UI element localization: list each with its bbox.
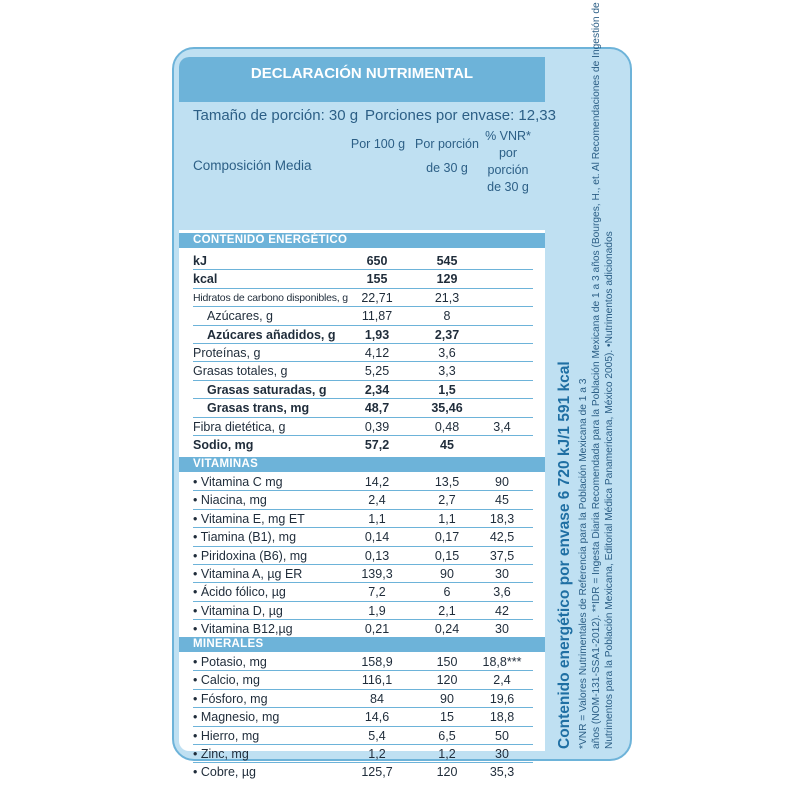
value-per-portion: 0,15 [434, 548, 460, 563]
table-row [179, 362, 545, 380]
value-per100: 14,2 [364, 475, 390, 489]
table-row [179, 727, 545, 745]
value-per100: 158,9 [361, 655, 393, 669]
value-per100: 650 [366, 254, 388, 268]
value-vnr: 2,4 [493, 673, 511, 688]
servings-per-container: Porciones por envase: 12,33 [365, 107, 556, 124]
value-per-portion: 150 [436, 655, 458, 669]
table-row [179, 620, 545, 638]
composition-label: Composición Media [193, 158, 312, 173]
nutrient-name: Grasas saturadas, g [207, 382, 327, 397]
table-row [179, 326, 545, 344]
table-row [179, 547, 545, 565]
value-per100: 57,2 [364, 438, 390, 452]
value-vnr: 42,5 [489, 530, 515, 545]
nutrient-name: Sodio, mg [193, 438, 254, 452]
value-per100: 125,7 [361, 765, 393, 780]
value-per-portion: 3,6 [438, 346, 456, 360]
value-per100: 5,25 [364, 364, 390, 379]
nutrient-name: • Vitamina A, µg ER [193, 567, 303, 581]
side-text-block [556, 2, 624, 749]
table-row [179, 399, 545, 417]
table-row [179, 528, 545, 546]
nutrient-name: • Vitamina D, µg [193, 603, 283, 618]
col-portion-header [415, 136, 479, 177]
col-vnr-label-2: por porción [487, 146, 529, 177]
value-per100: 155 [366, 272, 388, 287]
value-vnr: 90 [495, 475, 509, 489]
table-row [179, 565, 545, 583]
value-per100: 139,3 [361, 567, 393, 581]
side-panel [556, 2, 624, 753]
value-per-portion: 2,7 [438, 493, 456, 508]
value-vnr: 30 [495, 567, 509, 581]
table-row [179, 252, 545, 270]
table-row [179, 270, 545, 288]
table-row [179, 602, 545, 620]
value-per100: 11,87 [361, 309, 393, 324]
table-row [179, 745, 545, 763]
col-vnr-label-3: de 30 g [487, 180, 529, 194]
value-per100: 5,4 [368, 728, 386, 743]
nutrient-name: • Zinc, mg [193, 747, 249, 761]
value-per100: 1,1 [368, 511, 386, 526]
value-per100: 0,21 [364, 622, 390, 637]
value-per-portion: 0,17 [434, 530, 460, 545]
value-per-portion: 15 [440, 710, 454, 725]
table-row [179, 436, 545, 454]
value-per100: 2,34 [364, 382, 390, 397]
value-vnr: 18,8*** [482, 655, 522, 669]
nutrition-label [172, 2, 632, 780]
value-vnr: 3,6 [493, 585, 511, 600]
value-per-portion: 45 [440, 438, 454, 452]
value-per-portion: 8 [443, 309, 451, 324]
value-per-portion: 6 [443, 585, 451, 600]
nutrient-name: • Potasio, mg [193, 655, 267, 669]
value-per100: 0,14 [364, 530, 390, 545]
value-per-portion: 2,1 [438, 603, 456, 618]
value-vnr: 18,8 [489, 710, 515, 725]
value-vnr: 3,4 [493, 419, 511, 434]
value-per-portion: 35,46 [431, 401, 463, 416]
value-vnr: 30 [495, 622, 509, 637]
label-title: DECLARACIÓN NUTRIMENTAL [250, 65, 474, 82]
value-vnr: 18,3 [489, 511, 515, 526]
value-per-portion: 120 [436, 673, 458, 688]
nutrient-name: Fibra dietética, g [193, 419, 286, 434]
table-row [179, 473, 545, 491]
table-row [179, 510, 545, 528]
col-vnr-label-1: % VNR* [485, 129, 531, 143]
table-row [179, 653, 545, 671]
value-per100: 84 [370, 691, 384, 706]
table-row [179, 763, 545, 781]
col-per100-label: Por 100 g [350, 137, 406, 151]
col-per100-header [349, 136, 407, 153]
nutrient-name: Proteínas, g [193, 346, 261, 360]
value-per-portion: 129 [436, 272, 458, 287]
value-per100: 1,2 [368, 747, 386, 761]
value-vnr: 37,5 [489, 548, 515, 563]
value-per-portion: 21,3 [434, 290, 460, 305]
table-row [179, 671, 545, 689]
value-per100: 116,1 [361, 673, 393, 688]
col-portion-label-2: de 30 g [426, 161, 468, 175]
footnote-line-3: Nutrimentos para la Población Mexicana, Editorial Médica Panamericana, México 2005). •Nutrimentos adicionados [604, 231, 615, 749]
value-per-portion: 90 [440, 691, 454, 706]
nutrient-name: Grasas trans, mg [207, 401, 310, 416]
value-per100: 7,2 [368, 585, 386, 600]
nutrient-name: • Vitamina C mg [193, 475, 283, 489]
value-per100: 0,39 [364, 419, 390, 434]
value-per-portion: 545 [436, 254, 458, 268]
value-per-portion: 0,48 [434, 419, 460, 434]
value-per100: 1,9 [368, 603, 386, 618]
label-header [179, 57, 545, 102]
serving-size: Tamaño de porción: 30 g [193, 107, 359, 124]
value-per-portion: 6,5 [438, 728, 456, 743]
nutrient-name: • Piridoxina (B6), mg [193, 548, 308, 563]
table-row [179, 344, 545, 362]
value-per100: 14,6 [364, 710, 390, 725]
nutrient-name: Hidratos de carbono disponibles, g [193, 291, 348, 304]
nutrient-name: • Cobre, µg [193, 765, 256, 780]
table-row [179, 307, 545, 325]
nutrient-name: • Magnesio, mg [193, 710, 280, 725]
nutrient-name: • Vitamina B12,µg [193, 622, 293, 637]
value-per100: 0,13 [364, 548, 390, 563]
value-vnr: 50 [495, 728, 509, 743]
section-energy: CONTENIDO ENERGÉTICO [179, 233, 545, 248]
value-per-portion: 0,24 [434, 622, 460, 637]
table-row [179, 381, 545, 399]
nutrient-name: kJ [193, 254, 207, 268]
value-vnr: 42 [495, 603, 509, 618]
table-row [179, 583, 545, 601]
nutrient-name: Grasas totales, g [193, 364, 288, 379]
value-vnr: 45 [495, 493, 509, 508]
nutrient-name: Azúcares añadidos, g [207, 327, 336, 342]
serving-info [179, 102, 556, 230]
nutrition-table [179, 57, 556, 780]
table-row [179, 491, 545, 509]
nutrient-name: • Vitamina E, mg ET [193, 511, 305, 526]
value-per-portion: 13,5 [434, 475, 460, 489]
nutrient-name: • Fósforo, mg [193, 691, 268, 706]
value-per-portion: 1,1 [438, 511, 456, 526]
value-per-portion: 2,37 [434, 327, 460, 342]
nutrient-name: • Niacina, mg [193, 493, 267, 508]
nutrient-name: Azúcares, g [207, 309, 274, 324]
value-per100: 48,7 [364, 401, 390, 416]
footnote-line-1: *VNR = Valores Nutrimentales de Referencia para la Población Mexicana de 1 a 3 [578, 378, 589, 749]
col-portion-label-1: Por porción [415, 137, 479, 151]
nutrient-name: • Hierro, mg [193, 728, 260, 743]
table-row [179, 289, 545, 307]
value-vnr: 30 [495, 747, 509, 761]
table-row [179, 690, 545, 708]
value-per100: 22,71 [361, 290, 393, 305]
value-per100: 2,4 [368, 493, 386, 508]
col-vnr-header [477, 128, 539, 196]
table-row [179, 708, 545, 726]
nutrient-name: • Tiamina (B1), mg [193, 530, 297, 545]
section-minerals: MINERALES [179, 637, 545, 652]
value-per-portion: 1,5 [438, 382, 456, 397]
value-per-portion: 1,2 [438, 747, 456, 761]
value-per-portion: 90 [440, 567, 454, 581]
nutrient-name: • Calcio, mg [193, 673, 260, 688]
footnote-line-2: años (NOM-131-SSA1-2012). **IDR = Ingesta Diaria Recomendada para la Población Mexicana de 1 a 3 años (Bourges, H., et. Al Recomendaciones de Ingestión de [591, 2, 602, 749]
table-row [179, 418, 545, 436]
value-vnr: 19,6 [489, 691, 515, 706]
value-vnr: 35,3 [489, 765, 515, 780]
value-per100: 1,93 [364, 327, 390, 342]
value-per-portion: 3,3 [438, 364, 456, 379]
nutrient-name: • Ácido fólico, µg [193, 585, 286, 600]
value-per100: 4,12 [364, 346, 390, 360]
energy-total-text: Contenido energético por envase 6 720 kJ/1 591 kcal [556, 361, 573, 749]
value-per-portion: 120 [436, 765, 458, 780]
section-vitamins: VITAMINAS [179, 457, 545, 472]
nutrient-name: kcal [193, 272, 218, 287]
